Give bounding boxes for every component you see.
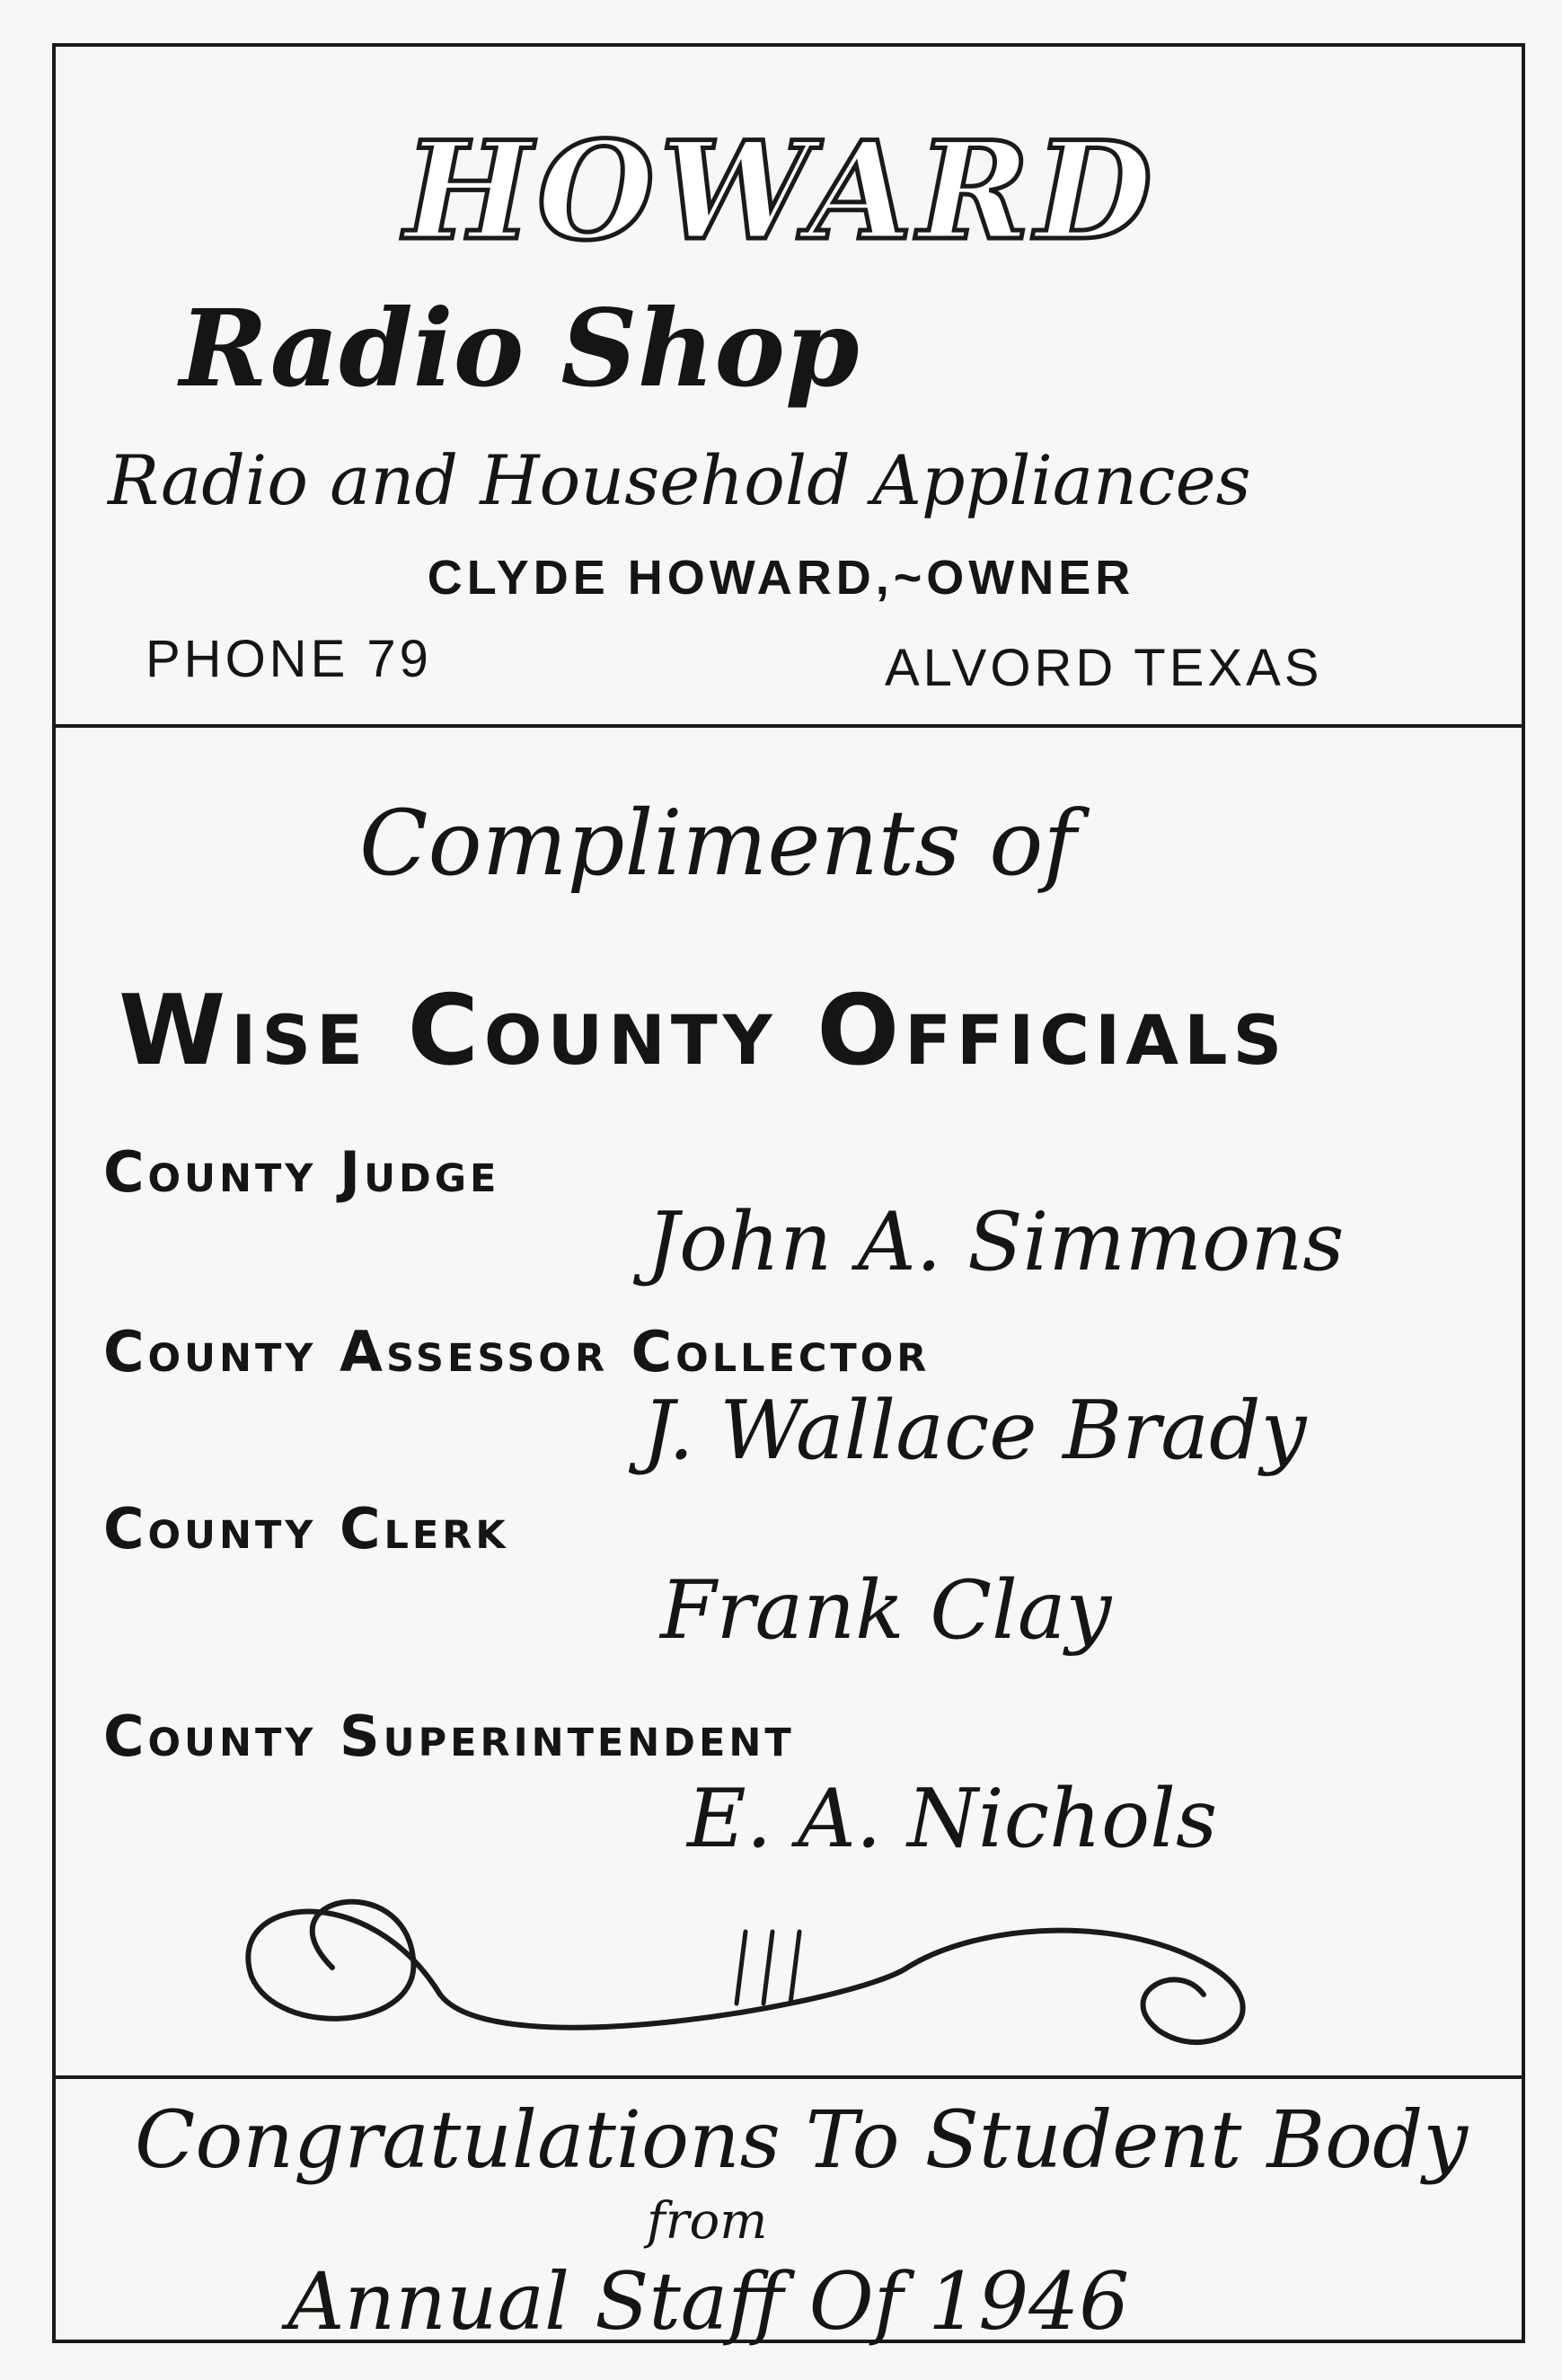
section-divider-bottom (52, 2075, 1525, 2079)
owner-line: CLYDE HOWARD,~OWNER (427, 551, 1135, 605)
section-divider-top (52, 724, 1525, 728)
congratulations-line: Congratulations To Student Body (135, 2093, 1469, 2186)
compliments-intro: Compliments of (359, 791, 1077, 896)
official-name: Frank Clay (660, 1563, 1112, 1658)
office-title: County Clerk (103, 1496, 509, 1562)
office-title: County Superintendent (103, 1703, 795, 1769)
office-title: County Assessor Collector (103, 1319, 931, 1385)
officials-heading: Wise County Officials (119, 975, 1288, 1087)
official-name: J. Wallace Brady (642, 1384, 1307, 1478)
shop-name: Radio Shop (180, 286, 860, 411)
phone-number: PHONE 79 (146, 630, 432, 688)
decorative-flourish (225, 1860, 1338, 2057)
annual-staff-line: Annual Staff Of 1946 (287, 2255, 1130, 2348)
brand-title: HOWARD (404, 112, 1158, 270)
official-name: E. A. Nichols (687, 1772, 1218, 1866)
official-name: John A. Simmons (647, 1195, 1345, 1289)
shop-tagline: Radio and Household Appliances (108, 440, 1251, 520)
office-title: County Judge (103, 1139, 500, 1205)
shop-location: ALVORD TEXAS (885, 639, 1323, 697)
from-word: from (647, 2192, 768, 2251)
